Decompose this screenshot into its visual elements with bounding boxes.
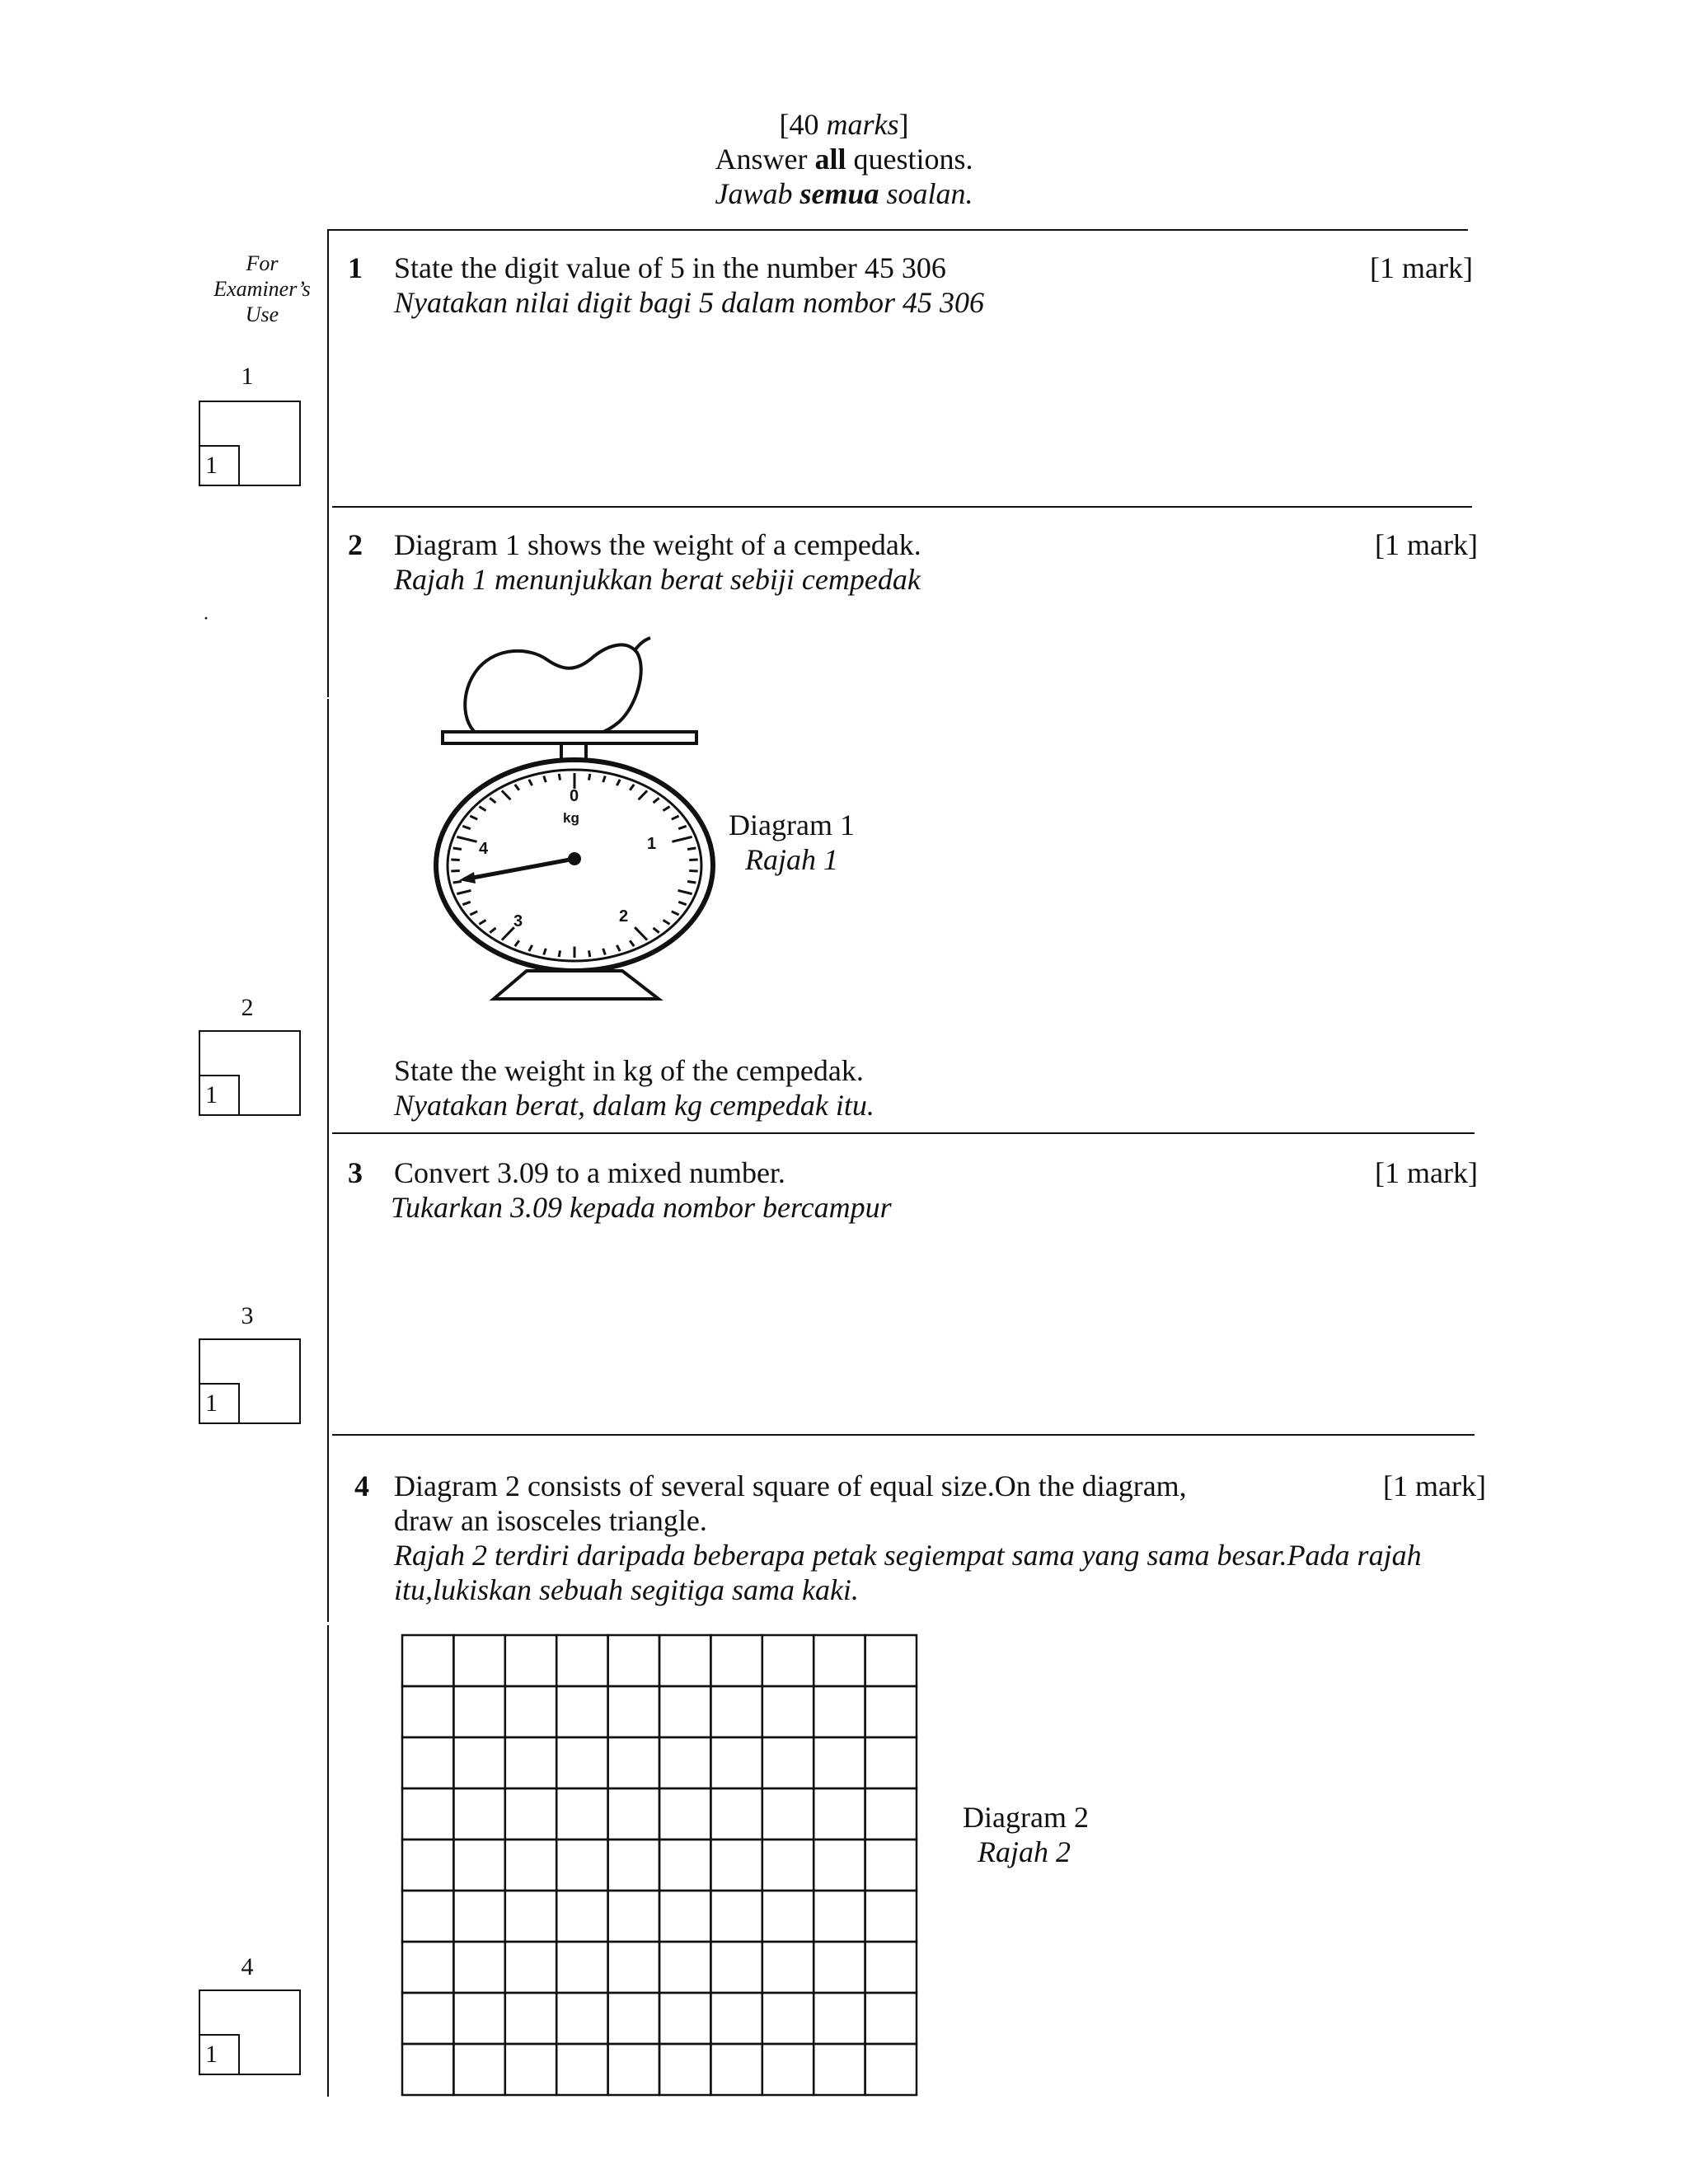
grid-cell[interactable] xyxy=(762,1840,814,1891)
dial-tick xyxy=(559,774,560,780)
diagram-label: Diagram 1 xyxy=(729,808,855,841)
grid-cell[interactable] xyxy=(505,2044,556,2095)
grid-cell[interactable] xyxy=(608,1686,659,1737)
grid-cell[interactable] xyxy=(659,1942,710,1993)
grid-cell[interactable] xyxy=(710,1737,762,1788)
question-marks: [1 mark] xyxy=(1383,1469,1486,1502)
question-number: 1 xyxy=(348,251,363,284)
grid-cell[interactable] xyxy=(556,1737,607,1788)
grid-cell[interactable] xyxy=(814,1840,865,1891)
grid-cell[interactable] xyxy=(453,1891,504,1942)
grid-cell[interactable] xyxy=(710,2044,762,2095)
grid-cell[interactable] xyxy=(762,1993,814,2044)
grid-cell[interactable] xyxy=(865,1635,917,1686)
marks-total: [40 marks] xyxy=(779,108,909,141)
grid-cell[interactable] xyxy=(402,1788,453,1840)
dial-tick xyxy=(687,848,696,849)
grid-cell[interactable] xyxy=(710,1942,762,1993)
question-translation: Rajah 1 menunjukkan berat sebiji cempedak xyxy=(394,563,921,596)
answer-space-q1[interactable] xyxy=(394,330,1457,494)
grid-cell[interactable] xyxy=(402,1891,453,1942)
margin-rule-lower xyxy=(327,1625,329,2097)
grid-cell[interactable] xyxy=(608,1788,659,1840)
grid-cell[interactable] xyxy=(453,1993,504,2044)
grid-cell[interactable] xyxy=(556,1993,607,2044)
grid-cell[interactable] xyxy=(659,1993,710,2044)
max-score: 1 xyxy=(199,2034,240,2075)
grid-cell[interactable] xyxy=(710,1840,762,1891)
grid-cell[interactable] xyxy=(659,1686,710,1737)
dial-tick xyxy=(559,950,560,957)
dial-tick xyxy=(687,882,696,883)
question-text: Convert 3.09 to a mixed number. xyxy=(394,1156,785,1189)
grid-cell[interactable] xyxy=(505,1840,556,1891)
divider-q1-q2 xyxy=(332,506,1472,508)
grid-cell[interactable] xyxy=(402,1942,453,1993)
grid-cell[interactable] xyxy=(814,1737,865,1788)
question-translation-line2: itu,lukiskan sebuah segitiga sama kaki. xyxy=(394,1573,859,1606)
max-score: 1 xyxy=(199,1075,240,1116)
stray-dot: · xyxy=(203,608,209,630)
grid-cell[interactable] xyxy=(659,1788,710,1840)
follow-up-translation: Nyatakan berat, dalam kg cempedak itu. xyxy=(394,1089,874,1122)
grid-cell[interactable] xyxy=(814,1686,865,1737)
examiner-mark-box-3[interactable] xyxy=(199,1338,301,1424)
grid-cell[interactable] xyxy=(556,1635,607,1686)
grid-cell[interactable] xyxy=(762,1788,814,1840)
grid-cell[interactable] xyxy=(762,1686,814,1737)
square-grid-diagram[interactable] xyxy=(401,1633,918,2097)
grid-cell[interactable] xyxy=(710,1993,762,2044)
grid-cell[interactable] xyxy=(608,1942,659,1993)
grid-cell[interactable] xyxy=(710,1635,762,1686)
grid-cell[interactable] xyxy=(608,1635,659,1686)
question-translation: Nyatakan nilai digit bagi 5 dalam nombor 45 306 xyxy=(394,286,984,319)
grid-cell[interactable] xyxy=(814,1788,865,1840)
grid-cell[interactable] xyxy=(762,1891,814,1942)
question-text-line2: draw an isosceles triangle. xyxy=(394,1504,707,1537)
scale-base xyxy=(494,971,659,999)
grid-cell[interactable] xyxy=(453,1942,504,1993)
grid-cell[interactable] xyxy=(659,1635,710,1686)
grid-cell[interactable] xyxy=(710,1686,762,1737)
dial-tick xyxy=(588,950,589,957)
divider-q3-q4 xyxy=(332,1434,1475,1436)
grid-cell[interactable] xyxy=(865,1993,917,2044)
dial-number-1: 1 xyxy=(647,835,657,853)
grid-cell[interactable] xyxy=(505,1993,556,2044)
question-marks: [1 mark] xyxy=(1375,528,1478,561)
dial-tick xyxy=(453,882,462,883)
grid-cell[interactable] xyxy=(865,1840,917,1891)
grid-cell[interactable] xyxy=(608,1891,659,1942)
instruction-ms: Jawab semua soalan. xyxy=(715,177,973,210)
grid-cell[interactable] xyxy=(505,1686,556,1737)
grid-cell[interactable] xyxy=(556,2044,607,2095)
grid-cell[interactable] xyxy=(453,1635,504,1686)
grid-cell[interactable] xyxy=(402,1686,453,1737)
grid-cell[interactable] xyxy=(556,1942,607,1993)
examiner-mark-box-4[interactable] xyxy=(199,1990,301,2075)
grid-cell[interactable] xyxy=(814,1993,865,2044)
grid-cell[interactable] xyxy=(814,1891,865,1942)
answer-space-q3[interactable] xyxy=(394,1236,1457,1418)
grid-cell[interactable] xyxy=(505,1737,556,1788)
dial-number-2: 2 xyxy=(619,907,629,926)
grid-cell[interactable] xyxy=(453,1788,504,1840)
grid-cell[interactable] xyxy=(762,1737,814,1788)
diagram-label: Diagram 2 xyxy=(963,1801,1089,1834)
dial-tick xyxy=(588,774,589,780)
grid-cell[interactable] xyxy=(814,1942,865,1993)
grid-cell[interactable] xyxy=(710,1891,762,1942)
grid-cell[interactable] xyxy=(659,1840,710,1891)
grid-cell[interactable] xyxy=(608,1993,659,2044)
grid-cell[interactable] xyxy=(608,2044,659,2095)
question-marks: [1 mark] xyxy=(1370,251,1473,284)
grid-cell[interactable] xyxy=(453,1840,504,1891)
follow-up-question: State the weight in kg of the cempedak. xyxy=(394,1054,864,1087)
grid-cell[interactable] xyxy=(814,1635,865,1686)
grid-cell[interactable] xyxy=(453,1686,504,1737)
diagram-label-ms: Rajah 1 xyxy=(745,843,838,876)
question-translation: Rajah 2 terdiri daripada beberapa petak segiempat sama yang sama besar.Pada rajah xyxy=(394,1539,1422,1572)
grid-cell[interactable] xyxy=(402,2044,453,2095)
grid-cell[interactable] xyxy=(659,1737,710,1788)
max-score: 1 xyxy=(199,1383,240,1424)
dial-number-0: 0 xyxy=(570,787,579,805)
question-number: 3 xyxy=(348,1156,363,1189)
grid-cell[interactable] xyxy=(402,1840,453,1891)
question-number: 4 xyxy=(354,1469,369,1502)
grid-cell[interactable] xyxy=(402,1737,453,1788)
grid-cell[interactable] xyxy=(865,1788,917,1840)
scale-pan xyxy=(443,732,696,760)
grid-cell[interactable] xyxy=(556,1840,607,1891)
question-text: State the digit value of 5 in the number 45 306 xyxy=(394,251,946,284)
grid-cell[interactable] xyxy=(402,1993,453,2044)
question-text: Diagram 1 shows the weight of a cempedak. xyxy=(394,528,921,561)
diagram-label-ms: Rajah 2 xyxy=(978,1835,1071,1868)
examiner-mark-box-1[interactable] xyxy=(199,401,301,486)
max-score: 1 xyxy=(199,445,240,486)
question-translation: Tukarkan 3.09 kepada nombor bercampur xyxy=(391,1191,892,1224)
grid-cell[interactable] xyxy=(505,1635,556,1686)
grid-cell[interactable] xyxy=(865,1891,917,1942)
dial-tick xyxy=(453,848,462,849)
grid-cell[interactable] xyxy=(762,2044,814,2095)
grid-cell[interactable] xyxy=(453,1737,504,1788)
grid-cell[interactable] xyxy=(865,1942,917,1993)
grid-cell[interactable] xyxy=(402,1635,453,1686)
grid-cell[interactable] xyxy=(453,2044,504,2095)
grid-cell[interactable] xyxy=(814,2044,865,2095)
grid-cell[interactable] xyxy=(659,1891,710,1942)
dial-number-4: 4 xyxy=(479,840,489,858)
question-number: 2 xyxy=(348,528,363,561)
grid-cell[interactable] xyxy=(865,2044,917,2095)
grid-cell[interactable] xyxy=(556,1686,607,1737)
grid-cell[interactable] xyxy=(608,1840,659,1891)
margin-rule-upper xyxy=(327,229,329,697)
top-rule xyxy=(327,229,1468,231)
cempedak-fruit xyxy=(465,638,650,743)
examiner-mark-box-2[interactable] xyxy=(199,1030,301,1116)
weighing-scale-diagram xyxy=(424,626,738,1014)
grid-cell[interactable] xyxy=(865,1686,917,1737)
grid-cell[interactable] xyxy=(505,1891,556,1942)
examiner-box-label-4: 4 xyxy=(241,1953,254,1980)
margin-rule-middle xyxy=(327,699,329,1622)
grid-cell[interactable] xyxy=(710,1788,762,1840)
grid-cell[interactable] xyxy=(762,1635,814,1686)
question-text: Diagram 2 consists of several square of equal size.On the diagram, xyxy=(394,1469,1187,1502)
grid-cell[interactable] xyxy=(556,1788,607,1840)
grid-cell[interactable] xyxy=(659,2044,710,2095)
grid-cell[interactable] xyxy=(505,1942,556,1993)
grid-cell[interactable] xyxy=(505,1788,556,1840)
dial-unit: kg xyxy=(563,810,579,826)
grid-cell[interactable] xyxy=(556,1891,607,1942)
grid-cell[interactable] xyxy=(608,1737,659,1788)
examiner-use-label: For Examiner’s Use xyxy=(213,251,311,326)
grid-cell[interactable] xyxy=(762,1942,814,1993)
question-marks: [1 mark] xyxy=(1375,1156,1478,1189)
divider-q2-q3 xyxy=(332,1132,1475,1134)
examiner-box-label-1: 1 xyxy=(241,363,254,390)
instruction-en: Answer all questions. xyxy=(715,143,973,176)
grid-cell[interactable] xyxy=(865,1737,917,1788)
dial-number-3: 3 xyxy=(513,912,523,930)
examiner-box-label-2: 2 xyxy=(241,994,254,1021)
examiner-box-label-3: 3 xyxy=(241,1302,254,1329)
